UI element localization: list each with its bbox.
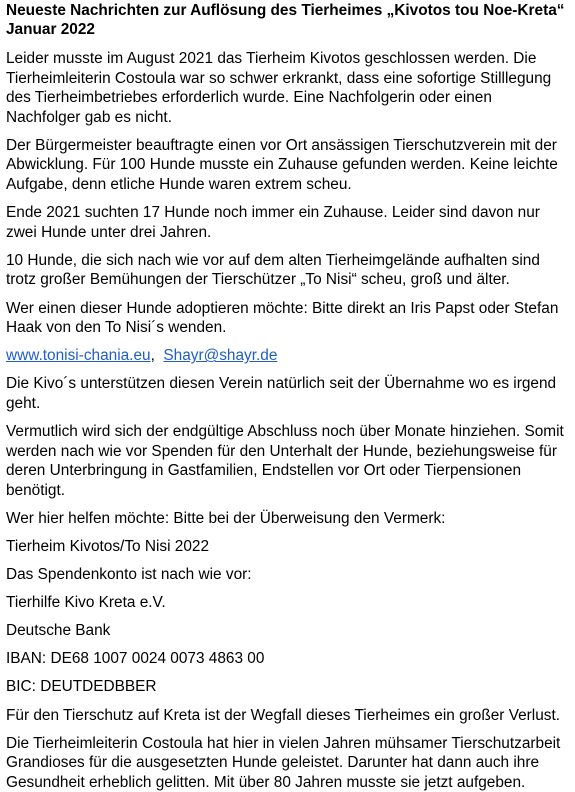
paragraph-note-instruction: Wer hier helfen möchte: Bitte bei der Überweisung den Vermerk:: [6, 509, 446, 527]
paragraph-end-2021: Ende 2021 suchten 17 Hunde noch immer ein Zuhause. Leider sind davon nur zwei Hunde unter drei Jahren.: [6, 204, 540, 241]
paragraph-account-intro: Das Spendenkonto ist nach wie vor:: [6, 566, 252, 584]
website-link[interactable]: www.tonisi-chania.eu: [6, 347, 151, 365]
paragraph-adoption: Wer einen dieser Hunde adoptieren möchte: Bitte direkt an Iris Papst oder Stefan Haak von den To Nisi´s wenden.: [6, 299, 559, 337]
bank-name: Deutsche Bank: [6, 622, 111, 640]
paragraph-note-reference: Tierheim Kivotos/To Nisi 2022: [6, 537, 210, 555]
paragraph-remaining-dogs: 10 Hunde, die sich nach wie vor auf dem alten Tierheimgelände aufhalten sind trotz großer Bemühungen der Tierschützer „To Nisi“ scheu, groß und älter.: [6, 251, 540, 289]
title-line-1: Neueste Nachrichten zur Auflösung des Tierheimes „Kivotos tou Noe-Kreta“: [6, 2, 565, 19]
email-link[interactable]: Shayr@shayr.de: [163, 347, 278, 365]
account-holder: Tierhilfe Kivo Kreta e.V.: [6, 594, 166, 612]
paragraph-closure: Leider musste im August 2021 das Tierheim Kivotos geschlossen werden. Die Tierheimleiterin Costoula war so schwer erkrankt, dass eine sofortige Stilllegung des Tierheimbetriebes erforderlich wurde. Eine Nachfolgerin oder einen Nachfolger gab es nicht.: [6, 50, 552, 126]
title-line-2: Januar 2022: [6, 21, 95, 38]
iban: IBAN: DE68 1007 0024 0073 4863 00: [6, 650, 265, 668]
contact-links: [6, 346, 569, 366]
bic: BIC: DEUTDEDBBER: [6, 678, 157, 696]
title-spacer: [6, 39, 569, 49]
paragraph-mayor: Der Bürgermeister beauftragte einen vor Ort ansässigen Tierschutzverein mit der Abwicklung. Für 100 Hunde musste ein Zuhause gefunden werden. Keine leichte Aufgabe, denn etliche Hunde waren extrem scheu.: [6, 136, 558, 194]
document-title: [6, 1, 569, 39]
links-separator: ,: [150, 347, 164, 365]
paragraph-support: Die Kivo´s unterstützen diesen Verein natürlich seit der Übernahme wo es irgend geht.: [6, 375, 557, 412]
paragraph-loss: Für den Tierschutz auf Kreta ist der Wegfall dieses Tierheimes ein großer Verlust.: [6, 706, 561, 724]
paragraph-costoula: Die Tierheimleiterin Costoula hat hier in vielen Jahren mühsamer Tierschutzarbeit Grandioses für die ausgesetzten Hunde geleistet. Darunter hat dann auch ihre Gesundheit erheblich gelitten. Mit über 80 Jahren musste sie jetzt aufgeben.: [6, 734, 561, 791]
paragraph-donations: Vermutlich wird sich der endgültige Abschluss noch über Monate hinziehen. Somit werden nach wie vor Spenden für den Unterhalt der Hunde, beziehungsweise für deren Unterbringung in Gastfamilien, Endstellen vor Ort oder Tierpensionen benötigt.: [6, 423, 564, 499]
